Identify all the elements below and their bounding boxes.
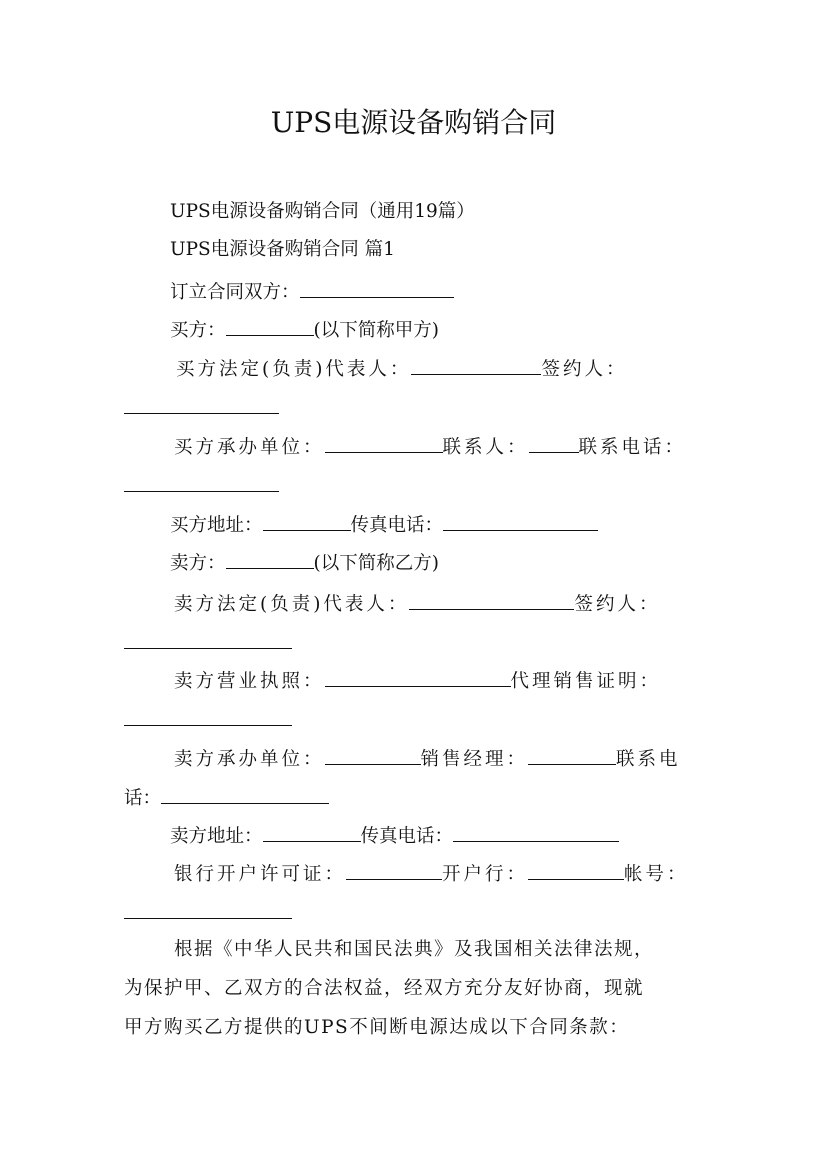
buyer-address-line [170,510,770,540]
buyer-address-blank[interactable] [263,510,351,531]
buyer-line [170,315,770,345]
intro-paragraph-line-2: 为保护甲、乙双方的合法权益，经双方充分友好协商，现就 [124,978,645,999]
buyer-fax-label: 传真电话： [350,515,444,536]
seller-fax-label: 传真电话： [360,826,454,847]
seller-license-line [174,666,774,696]
buyer-label: 买方： [170,320,226,341]
seller-license-blank[interactable] [325,666,511,687]
buyer-phone-label: 联系电话： [578,437,687,458]
account-line [124,898,724,928]
seller-unit-blank[interactable] [325,744,421,765]
seller-unit-label: 卖方承办单位： [174,749,325,770]
bank-permit-label: 银行开户许可证： [174,864,347,885]
buyer-alias: (以下简称甲方) [313,320,439,341]
intro-paragraph-line-1: 根据《中华人民共和国民法典》及我国相关法律法规， [174,939,655,960]
seller-agency-line [124,705,724,735]
bank-permit-blank[interactable] [346,859,442,880]
seller-signer-blank[interactable] [124,628,292,649]
seller-agency-label: 代理销售证明： [510,671,662,692]
bank-line [174,859,774,889]
buyer-address-label: 买方地址： [170,515,263,536]
seller-manager-blank[interactable] [528,744,616,765]
parties-blank[interactable] [300,277,454,298]
buyer-phone-line [124,471,724,501]
seller-line [170,548,770,578]
parties-label: 订立合同双方： [170,282,300,303]
buyer-contact-label: 联系人： [442,437,529,458]
seller-phone-label: 联系电 [616,749,681,770]
buyer-rep-label: 买方法定(负责)代表人： [176,359,412,380]
seller-unit-line [174,744,774,774]
seller-phone-blank[interactable] [161,783,329,804]
buyer-unit-line [174,432,774,462]
seller-label: 卖方： [170,553,226,574]
seller-address-blank[interactable] [263,821,361,842]
buyer-rep-blank[interactable] [411,354,541,375]
seller-signer-line [124,628,724,658]
seller-license-label: 卖方营业执照： [174,671,325,692]
seller-address-line [170,821,770,851]
seller-phone-line [124,783,724,813]
buyer-signer-label: 签约人： [541,359,628,380]
bank-name-blank[interactable] [528,859,624,880]
seller-alias: (以下简称乙方) [313,553,439,574]
account-blank[interactable] [124,898,292,919]
intro-paragraph-line-3: 甲方购买乙方提供的UPS不间断电源达成以下合同条款： [124,1017,630,1038]
contract-subtitle: UPS电源设备购销合同（通用19篇） [170,201,475,222]
buyer-signer-blank[interactable] [124,393,279,414]
buyer-signer-line [124,393,724,423]
buyer-unit-blank[interactable] [325,432,443,453]
seller-rep-blank[interactable] [409,589,574,610]
seller-phone-label-cont: 话： [124,788,162,809]
buyer-unit-label: 买方承办单位： [174,437,325,458]
account-label: 帐号： [624,864,689,885]
seller-rep-label: 卖方法定(负责)代表人： [174,594,410,615]
seller-signer-label: 签约人： [574,594,661,615]
buyer-contact-blank[interactable] [529,432,579,453]
buyer-fax-blank[interactable] [443,510,598,531]
buyer-rep-line [176,354,776,384]
seller-rep-line [174,589,774,619]
buyer-phone-blank[interactable] [124,471,279,492]
bank-name-label: 开户行： [442,864,529,885]
seller-address-label: 卖方地址： [170,826,263,847]
buyer-blank[interactable] [226,315,314,336]
seller-blank[interactable] [226,548,314,569]
seller-fax-blank[interactable] [453,821,619,842]
document-title: UPS电源设备购销合同 [270,106,557,139]
seller-agency-blank[interactable] [124,705,292,726]
seller-manager-label: 销售经理： [420,749,529,770]
contract-heading: UPS电源设备购销合同 篇1 [170,239,395,260]
parties-line [170,277,770,307]
